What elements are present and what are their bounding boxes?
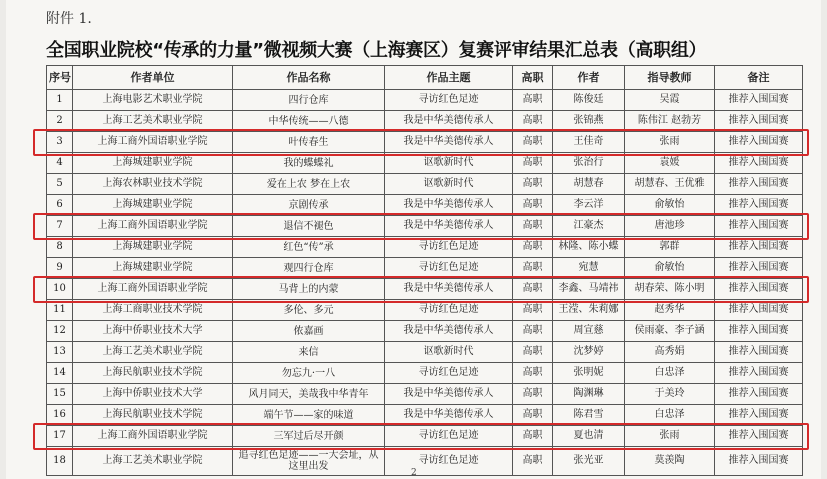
table-row [47,321,803,342]
row-author: 王滢、朱莉娜 [553,300,625,321]
row-index: 4 [47,153,73,174]
header-author: 作者 [553,66,625,90]
table-row [47,132,803,153]
row-theme: 寻访红色足迹 [385,363,513,384]
table-row [47,90,803,111]
row-theme: 寻访红色足迹 [385,300,513,321]
row-work: 爱在上农 梦在上农 [233,174,385,195]
table-row [47,384,803,405]
row-author: 李鑫、马靖祎 [553,279,625,300]
row-level: 高职 [513,216,553,237]
row-level: 高职 [513,279,553,300]
row-theme: 我是中华美德传承人 [385,195,513,216]
row-level: 高职 [513,258,553,279]
row-work: 京剧传承 [233,195,385,216]
row-school: 上海工商外国语职业学院 [73,279,233,300]
row-theme: 寻访红色足迹 [385,90,513,111]
row-work: 勿忘九·一八 [233,363,385,384]
row-remark: 推荐入围国赛 [715,195,803,216]
row-advisor: 张雨 [625,132,715,153]
row-school: 上海城建职业学院 [73,153,233,174]
row-index: 15 [47,384,73,405]
row-advisor: 唐池珍 [625,216,715,237]
row-advisor: 于美玲 [625,384,715,405]
row-school: 上海城建职业学院 [73,237,233,258]
row-remark: 推荐入围国赛 [715,132,803,153]
row-remark: 推荐入围国赛 [715,174,803,195]
table-row [47,258,803,279]
row-index: 14 [47,363,73,384]
row-theme: 我是中华美德传承人 [385,111,513,132]
row-work: 四行仓库 [233,90,385,111]
row-work: 我的蝶蝶礼 [233,153,385,174]
row-school: 上海工艺美术职业学院 [73,111,233,132]
table-row [47,195,803,216]
row-work: 来信 [233,342,385,363]
row-level: 高职 [513,132,553,153]
row-advisor: 赵秀华 [625,300,715,321]
header-work: 作品名称 [233,66,385,90]
row-level: 高职 [513,405,553,426]
row-school: 上海电影艺术职业学院 [73,90,233,111]
row-level: 高职 [513,363,553,384]
row-remark: 推荐入围国赛 [715,300,803,321]
row-school: 上海工艺美术职业学院 [73,342,233,363]
row-school: 上海工艺美术职业学院 [73,447,233,476]
row-author: 宛慧 [553,258,625,279]
header-remark: 备注 [715,66,803,90]
row-index: 12 [47,321,73,342]
row-author: 周宣慈 [553,321,625,342]
row-work: 多伦、多元 [233,300,385,321]
row-author: 陈君雪 [553,405,625,426]
row-index: 5 [47,174,73,195]
row-advisor: 张雨 [625,426,715,447]
row-level: 高职 [513,426,553,447]
row-work: 追寻红色足迹——一大会址，从这里出发 [233,447,385,476]
row-theme: 寻访红色足迹 [385,447,513,476]
table-row [47,300,803,321]
table-body [47,90,803,476]
row-author: 李云洋 [553,195,625,216]
row-index: 7 [47,216,73,237]
row-level: 高职 [513,90,553,111]
row-remark: 推荐入围国赛 [715,237,803,258]
row-remark: 推荐入围国赛 [715,321,803,342]
row-advisor: 白忠泽 [625,405,715,426]
row-work: 马背上的内蒙 [233,279,385,300]
row-index: 17 [47,426,73,447]
table-row [47,216,803,237]
row-school: 上海农林职业技术学院 [73,174,233,195]
row-theme: 我是中华美德传承人 [385,279,513,300]
row-school: 上海工商职业技术学院 [73,300,233,321]
row-author: 张锦燕 [553,111,625,132]
row-remark: 推荐入围国赛 [715,426,803,447]
row-advisor: 俞敏怡 [625,195,715,216]
document-title: 全国职业院校“传承的力量”微视频大赛（上海赛区）复赛评审结果汇总表（高职组） [46,40,707,61]
row-school: 上海民航职业技术学院 [73,405,233,426]
row-index: 16 [47,405,73,426]
row-theme: 寻访红色足迹 [385,237,513,258]
row-author: 江豪杰 [553,216,625,237]
header-theme: 作品主题 [385,66,513,90]
row-advisor: 侯雨豪、李子涵 [625,321,715,342]
row-work: 红色“传”承 [233,237,385,258]
row-author: 张明妮 [553,363,625,384]
row-theme: 我是中华美德传承人 [385,384,513,405]
row-remark: 推荐入围国赛 [715,363,803,384]
row-theme: 我是中华美德传承人 [385,405,513,426]
row-work: 中华传统——八德 [233,111,385,132]
row-remark: 推荐入围国赛 [715,216,803,237]
row-level: 高职 [513,342,553,363]
row-author: 张治行 [553,153,625,174]
row-author: 胡慧春 [553,174,625,195]
table-row [47,237,803,258]
row-advisor: 陈伟江 赵勃芳 [625,111,715,132]
attachment-label: 附件 1. [46,11,92,27]
row-level: 高职 [513,447,553,476]
row-advisor: 胡慧春、王优雅 [625,174,715,195]
row-author: 张光亚 [553,447,625,476]
row-school: 上海城建职业学院 [73,195,233,216]
row-index: 2 [47,111,73,132]
row-index: 18 [47,447,73,476]
row-theme: 我是中华美德传承人 [385,216,513,237]
row-advisor: 郭群 [625,237,715,258]
row-advisor: 吴霞 [625,90,715,111]
row-level: 高职 [513,111,553,132]
row-advisor: 胡春荣、陈小明 [625,279,715,300]
document-page [6,0,821,479]
row-work: 叶传春生 [233,132,385,153]
row-theme: 讴歌新时代 [385,153,513,174]
row-school: 上海城建职业学院 [73,258,233,279]
row-index: 10 [47,279,73,300]
row-advisor: 高秀娟 [625,342,715,363]
row-work: 风月同天，美哉我中华青年 [233,384,385,405]
table-row [47,279,803,300]
header-level: 高职 [513,66,553,90]
header-index: 序号 [47,66,73,90]
row-author: 夏也清 [553,426,625,447]
row-school: 上海工商外国语职业学院 [73,132,233,153]
row-advisor: 俞敏怡 [625,258,715,279]
header-school: 作者单位 [73,66,233,90]
table-row [47,405,803,426]
row-work: 侬嘉画 [233,321,385,342]
row-level: 高职 [513,153,553,174]
table-row [47,174,803,195]
row-advisor: 白忠泽 [625,363,715,384]
row-author: 陈俊廷 [553,90,625,111]
table-row [47,342,803,363]
row-remark: 推荐入围国赛 [715,384,803,405]
row-theme: 讴歌新时代 [385,342,513,363]
row-level: 高职 [513,237,553,258]
row-remark: 推荐入围国赛 [715,258,803,279]
row-author: 陶渊琳 [553,384,625,405]
table-row [47,153,803,174]
row-work: 退信不褪色 [233,216,385,237]
row-work: 端午节——家的味道 [233,405,385,426]
row-school: 上海中侨职业技术大学 [73,384,233,405]
row-remark: 推荐入围国赛 [715,279,803,300]
row-work: 观四行仓库 [233,258,385,279]
row-remark: 推荐入围国赛 [715,111,803,132]
table-header-row [47,66,803,90]
row-remark: 推荐入围国赛 [715,90,803,111]
row-theme: 我是中华美德传承人 [385,321,513,342]
row-level: 高职 [513,321,553,342]
row-remark: 推荐入围国赛 [715,342,803,363]
row-author: 王佳奇 [553,132,625,153]
row-school: 上海中侨职业技术大学 [73,321,233,342]
row-index: 3 [47,132,73,153]
row-work: 三军过后尽开颜 [233,426,385,447]
row-school: 上海工商外国语职业学院 [73,426,233,447]
row-school: 上海民航职业技术学院 [73,363,233,384]
row-index: 13 [47,342,73,363]
row-index: 6 [47,195,73,216]
row-level: 高职 [513,174,553,195]
row-theme: 寻访红色足迹 [385,258,513,279]
row-level: 高职 [513,384,553,405]
row-author: 沈梦婷 [553,342,625,363]
header-advisor: 指导教师 [625,66,715,90]
row-theme: 我是中华美德传承人 [385,132,513,153]
row-index: 1 [47,90,73,111]
row-school: 上海工商外国语职业学院 [73,216,233,237]
row-author: 林隆、陈小蝶 [553,237,625,258]
row-advisor: 莫羡陶 [625,447,715,476]
results-table [46,65,803,476]
row-theme: 讴歌新时代 [385,174,513,195]
table-row [47,426,803,447]
row-level: 高职 [513,300,553,321]
table-row [47,111,803,132]
page-number: 2 [411,468,417,478]
row-level: 高职 [513,195,553,216]
row-theme: 寻访红色足迹 [385,426,513,447]
table-row [47,363,803,384]
table-row [47,447,803,476]
row-index: 8 [47,237,73,258]
row-remark: 推荐入围国赛 [715,405,803,426]
row-index: 11 [47,300,73,321]
row-index: 9 [47,258,73,279]
row-advisor: 袁媛 [625,153,715,174]
row-remark: 推荐入围国赛 [715,153,803,174]
row-remark: 推荐入围国赛 [715,447,803,476]
